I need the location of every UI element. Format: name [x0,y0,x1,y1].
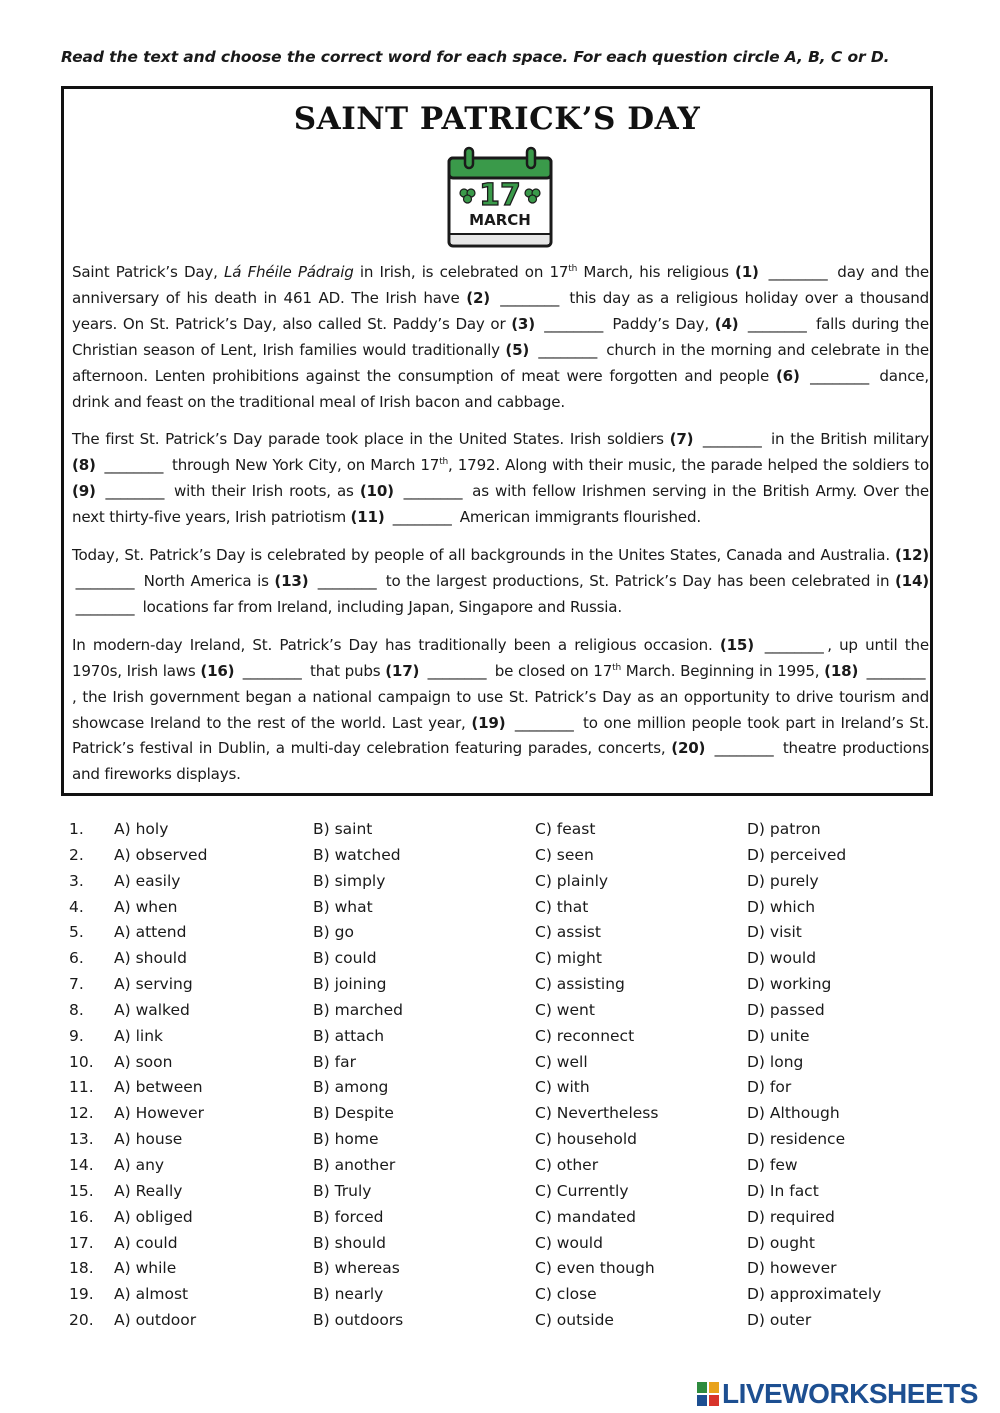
paragraph-1: Saint Patrick’s Day, Lá Fhéile Pádraig in Irish, is celebrated on 17th March, his religious (1) ________ day and the anniversary of his death in 461 AD. The Irish have (2) ________ this day as a religious holiday over a thousand years. On St. Patrick’s Day, also called St. Paddy’s Day or (3) ________ Paddy’s Day, (4) ________ falls during the Christian season of Lent, Irish families would traditionally (5) ________ church in the morning and celebrate in the afternoon. Lenten prohibitions against the consumption of meat were forgotten and people (6) ________ dance, drink and feast on the traditional meal of Irish bacon and cabbage. [72,260,929,415]
option-d[interactable]: D) passed [747,1000,825,1019]
option-a[interactable]: A) should [114,949,187,968]
gap-number: (8) [72,456,96,475]
option-d[interactable]: D) which [747,897,816,916]
option-b[interactable]: B) forced [313,1207,384,1226]
question-number: 18. [69,1259,94,1278]
question-row [69,1309,949,1335]
question-row [69,1102,949,1128]
answer-options-list [69,818,949,1335]
gap-number: (20) [671,739,706,758]
option-d[interactable]: D) unite [747,1026,810,1045]
paragraph-4: In modern-day Ireland, St. Patrick’s Day has traditionally been a religious occasion. (15) ________ , up until the 1970s, Irish laws (16) ________ that pubs (17) ________ be closed on 17th March. Beginning in 1995, (18) ________, the Irish government began a national campaign to use St. Patrick’s Day as an opportunity to drive tourism and showcase Ireland to the rest of the world. Last year, (19) ________ to one million people took part in Ireland’s St. Patrick’s festival in Dublin, a multi-day celebration featuring parades, concerts, (20) ________ theatre productions and fireworks displays. [72,633,929,788]
option-b[interactable]: B) far [313,1052,356,1071]
option-d[interactable]: D) perceived [747,845,847,864]
option-a[interactable]: A) Really [114,1181,183,1200]
question-row [69,818,949,844]
question-row [69,973,949,999]
gap-blank: ________ [714,739,774,758]
question-row [69,1076,949,1102]
option-c[interactable]: C) close [535,1285,597,1304]
question-row [69,999,949,1025]
instruction-text: Read the text and choose the correct word for each space. For each question circle A, B, C or D. [61,48,890,66]
option-b[interactable]: B) among [313,1078,389,1097]
question-row [69,921,949,947]
option-a[interactable]: A) almost [114,1285,189,1304]
option-a[interactable]: A) house [114,1130,183,1149]
option-c[interactable]: C) mandated [535,1207,637,1226]
gap-blank: ________ [768,263,828,281]
question-number: 5. [69,923,84,942]
option-d[interactable]: D) approximately [747,1285,882,1304]
option-b[interactable]: B) home [313,1130,379,1149]
question-number: 13. [69,1130,94,1149]
option-a[interactable]: A) any [114,1155,165,1174]
question-number: 10. [69,1052,94,1071]
option-a[interactable]: A) link [114,1026,163,1045]
question-number: 15. [69,1181,94,1200]
question-row [69,1206,949,1232]
gap-number: (10) [359,482,394,501]
passage-body [72,260,929,800]
option-d[interactable]: D) ought [747,1233,815,1252]
option-b[interactable]: B) marched [313,1000,403,1019]
gap-number: (19) [471,713,506,732]
gap-blank: ________ [514,713,574,732]
option-d[interactable]: D) In fact [747,1181,819,1200]
option-c[interactable]: C) seen [535,845,594,864]
gap-number: (13) [274,571,309,590]
gap-number: (11) [350,508,385,527]
option-a[interactable]: A) attend [114,923,187,942]
gap-blank: ________ [500,288,560,307]
option-a[interactable]: A) while [114,1259,177,1278]
question-row [69,1180,949,1206]
gap-number: (5) [505,340,530,359]
option-d[interactable]: D) long [747,1052,804,1071]
option-c[interactable]: C) might [535,949,602,968]
gap-blank: ________ [403,482,463,501]
gap-blank: ________ [810,366,869,385]
option-a[interactable]: A) observed [114,845,208,864]
question-row [69,870,949,896]
gap-number: (16) [200,661,235,680]
gap-number: (12) [894,546,929,565]
question-number: 1. [69,820,84,838]
option-b[interactable]: B) another [313,1155,396,1174]
question-number: 3. [69,871,84,890]
gap-number: (1) [735,263,759,281]
option-a[interactable]: A) walked [114,1000,190,1019]
option-a[interactable]: A) when [114,897,178,916]
option-a[interactable]: A) outdoor [114,1311,197,1330]
option-d[interactable]: D) Although [747,1104,840,1123]
gap-number: (17) [385,661,420,680]
option-c[interactable]: C) household [535,1130,637,1149]
gap-blank: ________ [104,456,164,475]
option-c[interactable]: C) would [535,1233,603,1252]
paragraph-3: Today, St. Patrick’s Day is celebrated by people of all backgrounds in the Unites States, Canada and Australia. (12) ________ North America is (13) ________ to the largest productions, St. Patrick’s Day has been celebrated in (14) ________ locations far from Ireland, including Japan, Singapore and Russia. [72,543,929,621]
option-d[interactable]: D) outer [747,1311,812,1330]
option-c[interactable]: C) Currently [535,1181,629,1200]
option-a[interactable]: A) could [114,1233,178,1252]
option-b[interactable]: B) Truly [313,1181,372,1200]
logo-text: LIVEWORKSHEETS [722,1378,978,1409]
option-d[interactable]: D) visit [747,923,802,942]
question-number: 9. [69,1026,84,1045]
gap-number: (9) [72,482,96,501]
option-c[interactable]: C) plainly [535,871,609,890]
gap-blank: ________ [242,661,302,680]
question-number: 6. [69,949,84,968]
reading-passage-box [61,86,933,796]
question-number: 7. [69,975,84,994]
option-c[interactable]: C) assisting [535,975,625,994]
gap-blank: ________ [392,508,452,527]
gap-blank: ________ [538,340,598,359]
question-number: 8. [69,1000,84,1019]
gap-blank: ________ [105,482,165,501]
option-d[interactable]: D) few [747,1155,798,1174]
gap-blank: ________ [702,430,762,449]
gap-blank: ________ [317,571,377,590]
question-row [69,896,949,922]
option-d[interactable]: D) patron [747,820,821,838]
option-b[interactable]: B) watched [313,845,401,864]
option-b[interactable]: B) joining [313,975,387,994]
logo-mark-icon [697,1382,719,1406]
paragraph-2: The first St. Patrick’s Day parade took place in the United States. Irish soldiers (7) ________ in the British military (8) ________ through New York City, on March 17th, 1792. Along with their music, the parade helped the soldiers to (9) ________ with their Irish roots, as (10) ________ as with fellow Irishmen serving in the British Army. Over the next thirty-five years, Irish patriotism (11) ________ American immigrants flourished. [72,427,929,531]
gap-number: (4) [714,314,739,333]
gap-number: (18) [824,661,859,680]
page-title: SAINT PATRICK’S DAY [293,101,701,137]
option-b[interactable]: B) outdoors [313,1311,404,1330]
option-a[interactable]: A) However [114,1104,205,1123]
gap-blank: ________ [866,661,926,680]
option-a[interactable]: A) serving [114,975,193,994]
option-d[interactable]: D) residence [747,1130,846,1149]
question-number: 14. [69,1155,94,1174]
question-number: 2. [69,845,84,864]
option-b[interactable]: B) saint [313,820,373,838]
gap-number: (7) [669,430,694,449]
question-number: 17. [69,1233,94,1252]
option-c[interactable]: C) reconnect [535,1026,635,1045]
option-a[interactable]: A) holy [114,820,169,838]
question-row [69,1283,949,1309]
option-d[interactable]: D) however [747,1259,837,1278]
gap-number: (3) [511,314,535,333]
question-row [69,1154,949,1180]
option-a[interactable]: A) soon [114,1052,173,1071]
gap-blank: ________ [747,314,807,333]
option-c[interactable]: C) that [535,897,589,916]
option-d[interactable]: D) purely [747,871,819,890]
question-number: 19. [69,1285,94,1304]
gap-number: (14) [894,571,929,590]
option-a[interactable]: A) obliged [114,1207,193,1226]
option-b[interactable]: B) should [313,1233,386,1252]
calendar-icon [446,146,554,250]
gap-blank: ________ [427,661,487,680]
option-c[interactable]: C) other [535,1155,599,1174]
gap-blank: ________ [75,571,135,590]
option-b[interactable]: B) nearly [313,1285,384,1304]
gap-number: (6) [775,366,800,385]
question-number: 4. [69,897,84,916]
calendar-month: MARCH [469,211,531,229]
option-c[interactable]: C) well [535,1052,588,1071]
option-d[interactable]: D) working [747,975,832,994]
question-row [69,1128,949,1154]
question-row [69,844,949,870]
option-d[interactable]: D) would [747,949,817,968]
question-number: 20. [69,1311,94,1330]
option-c[interactable]: C) outside [535,1311,614,1330]
option-d[interactable]: D) for [747,1078,792,1097]
option-b[interactable]: B) what [313,897,373,916]
option-b[interactable]: B) whereas [313,1259,400,1278]
question-number: 11. [69,1078,94,1097]
gap-number: (15) [719,635,754,654]
option-b[interactable]: B) go [313,923,354,942]
option-c[interactable]: C) assist [535,923,601,942]
gap-blank: ________ [544,314,604,333]
question-row [69,1232,949,1258]
option-a[interactable]: A) between [114,1078,203,1097]
question-row [69,1257,949,1283]
question-row [69,947,949,973]
option-b[interactable]: B) simply [313,871,386,890]
option-c[interactable]: C) Nevertheless [535,1104,659,1123]
option-c[interactable]: C) even though [535,1259,655,1278]
gap-blank: ________ [75,597,135,616]
option-c[interactable]: C) with [535,1078,590,1097]
gap-number: (2) [466,288,490,307]
option-d[interactable]: D) required [747,1207,835,1226]
option-b[interactable]: B) could [313,949,377,968]
option-b[interactable]: B) attach [313,1026,385,1045]
question-row [69,1051,949,1077]
liveworksheets-logo [697,1379,978,1409]
option-c[interactable]: C) went [535,1000,595,1019]
gap-blank: ________ [764,635,824,654]
question-row [69,1025,949,1051]
option-a[interactable]: A) easily [114,871,181,890]
option-c[interactable]: C) feast [535,820,596,838]
question-number: 16. [69,1207,94,1226]
option-b[interactable]: B) Despite [313,1104,394,1123]
calendar-day: 17 [479,178,521,213]
question-number: 12. [69,1104,94,1123]
